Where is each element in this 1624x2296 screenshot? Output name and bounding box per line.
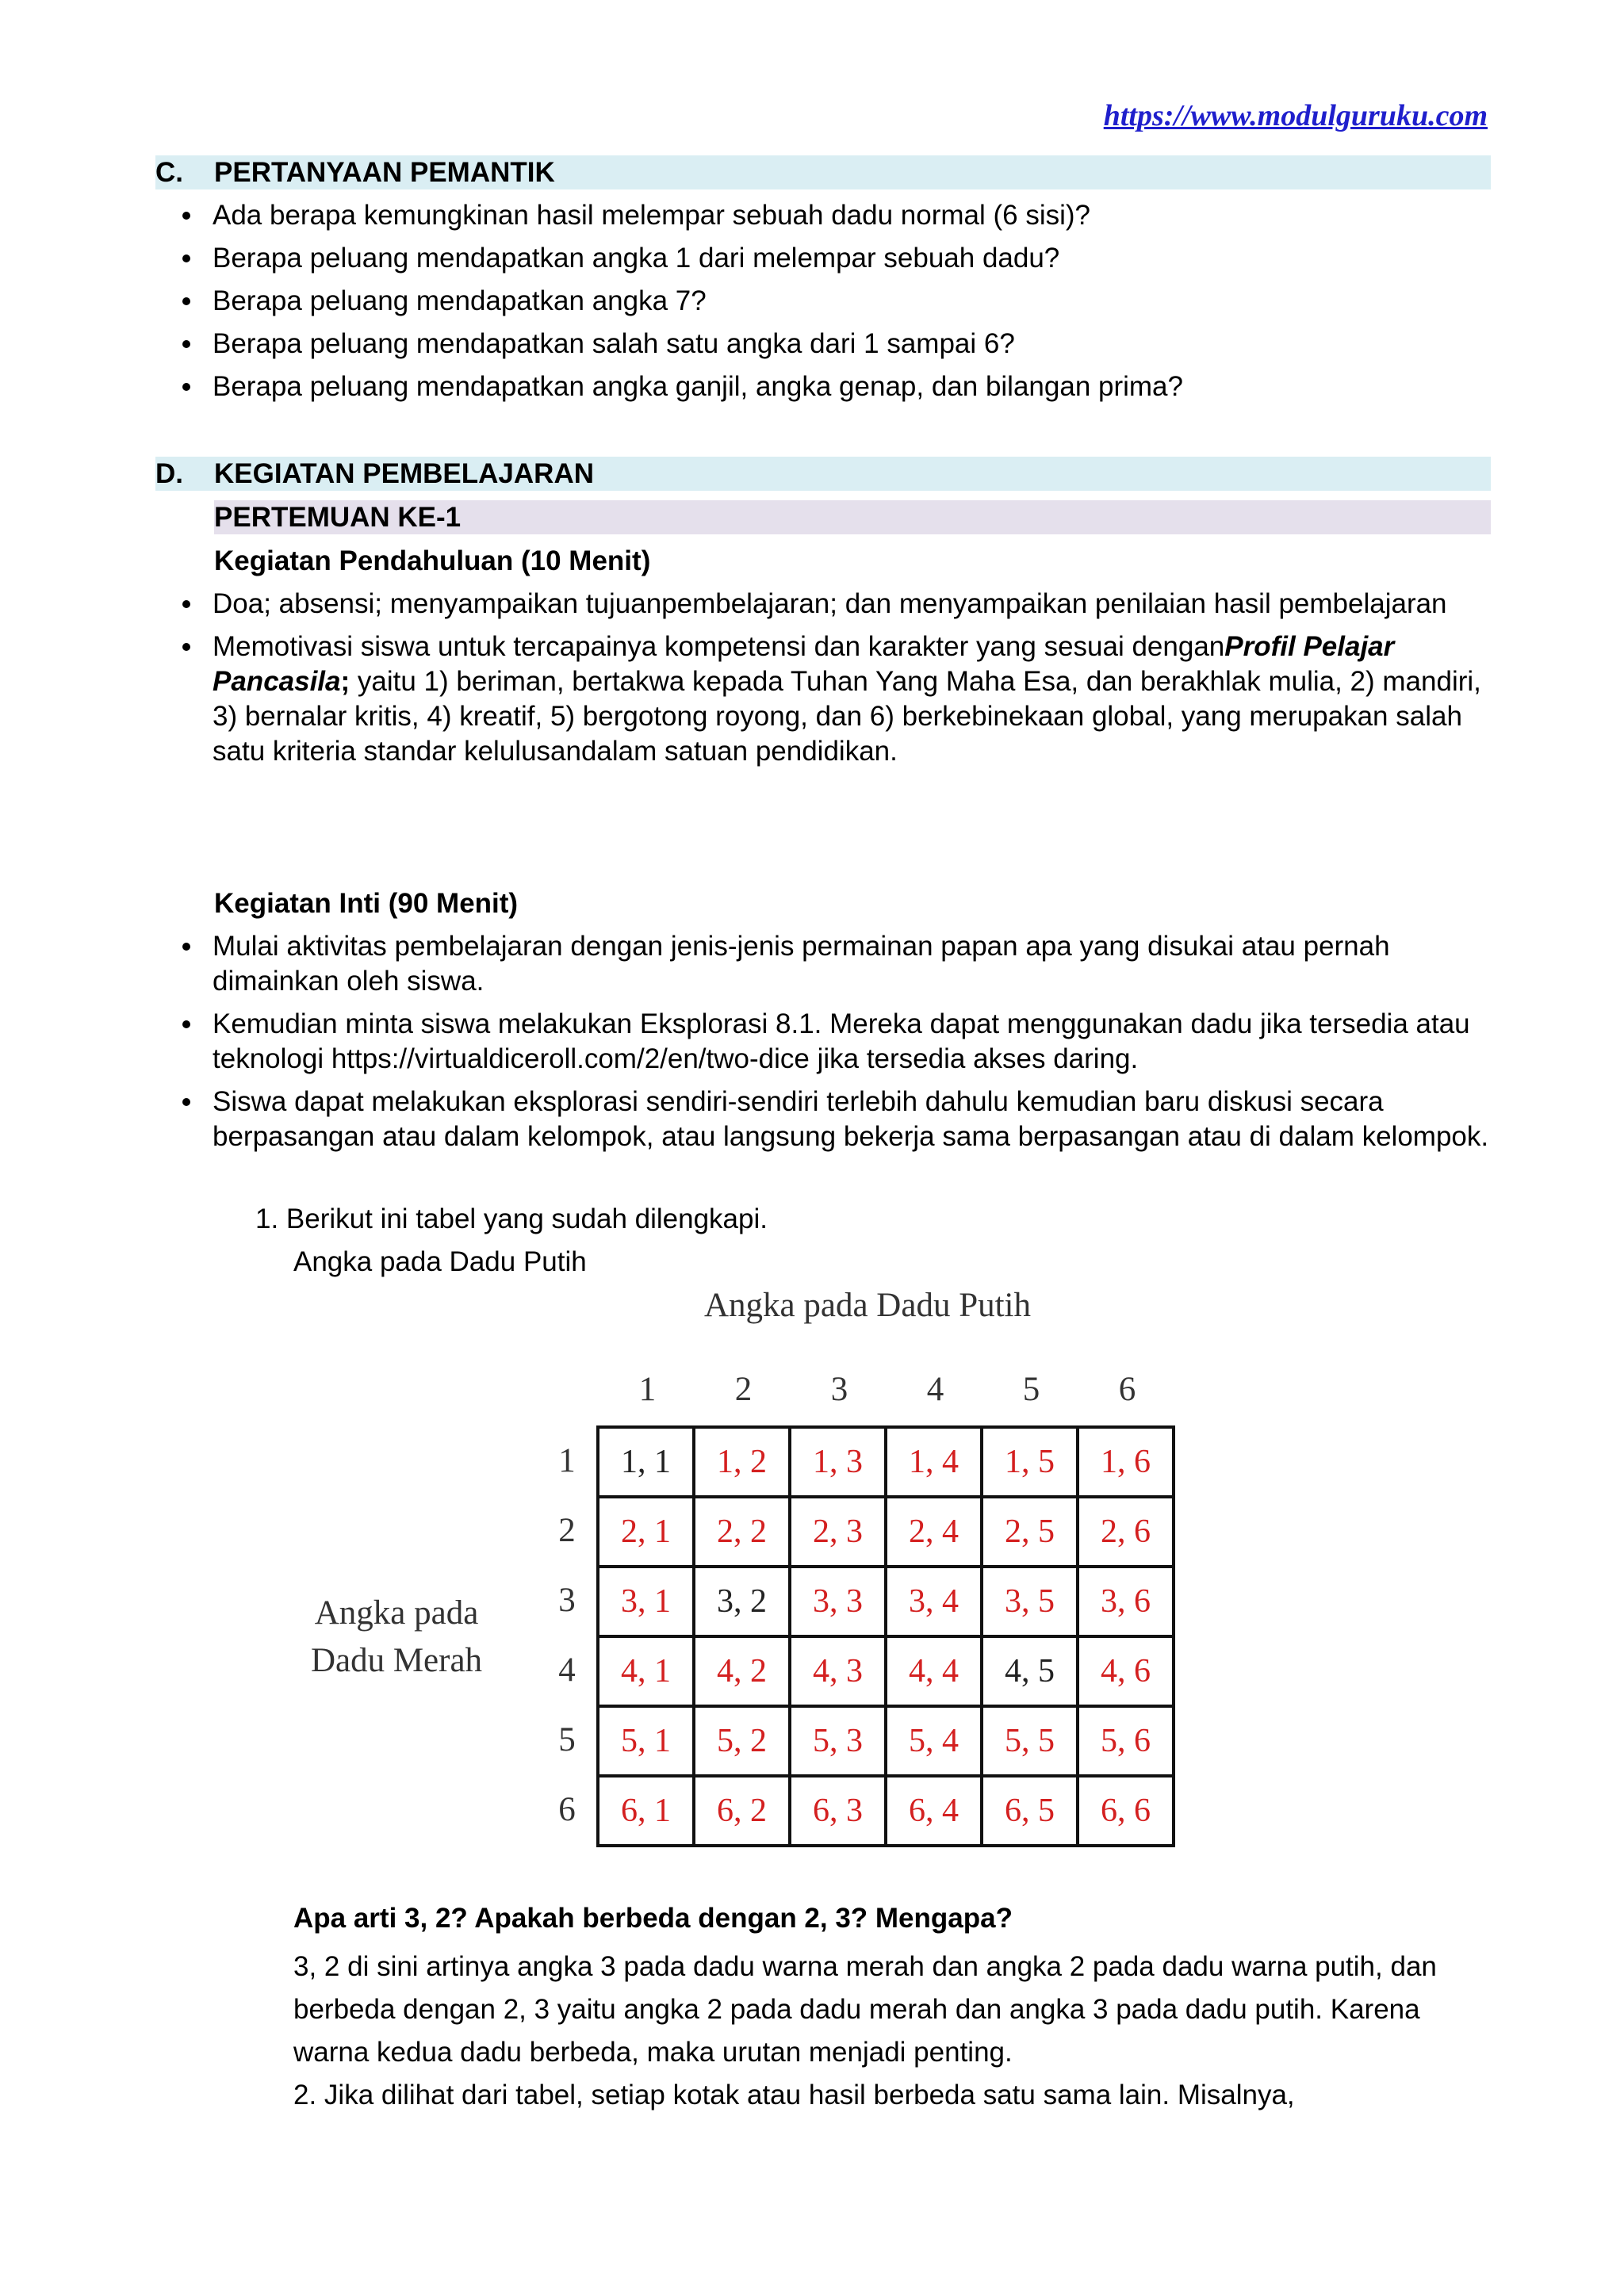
intro-bullet-2-rest: yaitu 1) beriman, bertakwa kepada Tuhan Yang Maha Esa, dan berakhlak mulia, 2) mandiri, 3) bernalar kritis, 4) kreatif, 5) bergotong royong, dan 6) berkebinekaan global, yang merupakan salah satu kriteria standar kelulusandalam satuan pendidikan. [213, 666, 1481, 767]
list-item: Mulai aktivitas pembelajaran dengan jenis-jenis permainan papan apa yang disukai atau pernah dimainkan oleh siswa. [213, 929, 1489, 999]
section-d-heading [155, 457, 1491, 491]
table-cell: 5, 3 [790, 1706, 886, 1776]
table-cell: 3, 1 [598, 1567, 694, 1636]
list-item: Berapa peluang mendapatkan salah satu angka dari 1 sampai 6? [213, 327, 1489, 362]
list-item [213, 629, 1489, 769]
table-cell: 1, 3 [790, 1427, 886, 1497]
table-cell: 1, 5 [982, 1427, 1078, 1497]
table-cell: 1, 2 [694, 1427, 790, 1497]
numbered-item-1-subtitle: Angka pada Dadu Putih [293, 1246, 587, 1277]
table-cell: 2, 2 [694, 1497, 790, 1567]
section-c-question-list [213, 198, 1489, 412]
intro-bullet-2-semicolon: ; [340, 666, 350, 697]
row-header: 4 [558, 1651, 576, 1689]
list-item: Berapa peluang mendapatkan angka ganjil, angka genap, dan bilangan prima? [213, 369, 1489, 404]
list-item: Kemudian minta siswa melakukan Eksplorasi 8.1. Mereka dapat menggunakan dadu jika tersedia atau teknologi https://virtualdiceroll.com/2/en/two-dice jika tersedia akses daring. [213, 1007, 1489, 1077]
table-cell: 2, 5 [982, 1497, 1078, 1567]
meeting-title: PERTEMUAN KE-1 [214, 501, 462, 533]
table-cell: 4, 5 [982, 1636, 1078, 1706]
list-item: Ada berapa kemungkinan hasil melempar sebuah dadu normal (6 sisi)? [213, 198, 1489, 233]
table-cell: 5, 5 [982, 1706, 1078, 1776]
column-header: 5 [1022, 1371, 1040, 1408]
table-cell: 2, 6 [1078, 1497, 1174, 1567]
section-c-letter: C. [155, 156, 183, 188]
side-label-line-2: Dadu Merah [310, 1642, 483, 1679]
dice-table-side-label [293, 1590, 500, 1685]
section-d-letter: D. [155, 457, 183, 489]
row-header: 2 [558, 1512, 576, 1549]
row-header: 3 [558, 1582, 576, 1619]
table-cell: 4, 4 [886, 1636, 982, 1706]
table-row [598, 1706, 1174, 1776]
table-cell: 4, 2 [694, 1636, 790, 1706]
table-cell: 3, 4 [886, 1567, 982, 1636]
table-cell: 6, 3 [790, 1776, 886, 1846]
list-item: Doa; absensi; menyampaikan tujuanpembelajaran; dan menyampaikan penilaian hasil pembelajaran [213, 587, 1489, 622]
dice-table-title: Angka pada Dadu Putih [704, 1287, 1032, 1324]
dice-outcome-table [596, 1425, 1175, 1847]
column-header: 4 [926, 1371, 944, 1408]
table-cell: 6, 6 [1078, 1776, 1174, 1846]
table-cell: 3, 3 [790, 1567, 886, 1636]
table-cell: 4, 6 [1078, 1636, 1174, 1706]
table-cell: 5, 2 [694, 1706, 790, 1776]
list-item: Berapa peluang mendapatkan angka 7? [213, 284, 1489, 319]
table-cell: 2, 1 [598, 1497, 694, 1567]
column-header: 6 [1118, 1371, 1136, 1408]
row-header: 5 [558, 1721, 576, 1758]
row-header: 1 [558, 1442, 576, 1479]
table-cell: 1, 1 [598, 1427, 694, 1497]
intro-list [213, 587, 1489, 777]
side-label-line-1: Angka pada [314, 1594, 479, 1632]
column-header: 1 [638, 1371, 657, 1408]
table-cell: 5, 6 [1078, 1706, 1174, 1776]
table-cell: 3, 6 [1078, 1567, 1174, 1636]
table-cell: 4, 3 [790, 1636, 886, 1706]
numbered-item-2: 2. Jika dilihat dari tabel, setiap kotak atau hasil berbeda satu sama lain. Misalnya, [293, 2080, 1295, 2110]
table-cell: 6, 2 [694, 1776, 790, 1846]
table-row [598, 1497, 1174, 1567]
table-cell: 5, 1 [598, 1706, 694, 1776]
table-cell: 3, 2 [694, 1567, 790, 1636]
core-list [213, 929, 1489, 1162]
list-item: Siswa dapat melakukan eksplorasi sendiri-sendiri terlebih dahulu kemudian baru diskusi secara berpasangan atau dalam kelompok, atau langsung bekerja sama berpasangan atau di dalam kelompok. [213, 1085, 1489, 1154]
list-item: Berapa peluang mendapatkan angka 1 dari melempar sebuah dadu? [213, 241, 1489, 276]
table-cell: 6, 5 [982, 1776, 1078, 1846]
header-url-link[interactable]: https://www.modulguruku.com [1103, 99, 1488, 132]
table-cell: 2, 3 [790, 1497, 886, 1567]
discussion-question: Apa arti 3, 2? Apakah berbeda dengan 2, 3? Mengapa? [293, 1903, 1013, 1934]
table-cell: 3, 5 [982, 1567, 1078, 1636]
table-cell: 6, 4 [886, 1776, 982, 1846]
column-header: 3 [830, 1371, 848, 1408]
table-row [598, 1636, 1174, 1706]
intro-bullet-2-text: Memotivasi siswa untuk tercapainya kompetensi dan karakter yang sesuai dengan [213, 631, 1225, 662]
table-row [598, 1776, 1174, 1846]
numbered-item-1: 1. Berikut ini tabel yang sudah dilengkapi. [255, 1203, 768, 1234]
row-header: 6 [558, 1791, 576, 1828]
discussion-answer: 3, 2 di sini artinya angka 3 pada dadu warna merah dan angka 2 pada dadu warna putih, dan berbeda dengan 2, 3 yaitu angka 2 pada dadu merah dan angka 3 pada dadu putih. Karena warna kedua dadu berbeda, maka urutan menjadi penting. [293, 1951, 1437, 2068]
table-row [598, 1567, 1174, 1636]
table-cell: 1, 6 [1078, 1427, 1174, 1497]
section-c-title: PERTANYAAN PEMANTIK [214, 156, 555, 188]
section-c-heading [155, 155, 1491, 189]
intro-heading: Kegiatan Pendahuluan (10 Menit) [214, 545, 651, 576]
meeting-heading [214, 500, 1491, 534]
section-d-title: KEGIATAN PEMBELAJARAN [214, 457, 594, 489]
column-header: 2 [734, 1371, 753, 1408]
table-row [598, 1427, 1174, 1497]
table-cell: 2, 4 [886, 1497, 982, 1567]
table-cell: 6, 1 [598, 1776, 694, 1846]
profil-pancasila-emphasis: Profil Pelajar Pancasila [213, 631, 1395, 697]
table-cell: 1, 4 [886, 1427, 982, 1497]
table-cell: 5, 4 [886, 1706, 982, 1776]
core-heading: Kegiatan Inti (90 Menit) [214, 888, 519, 919]
table-cell: 4, 1 [598, 1636, 694, 1706]
